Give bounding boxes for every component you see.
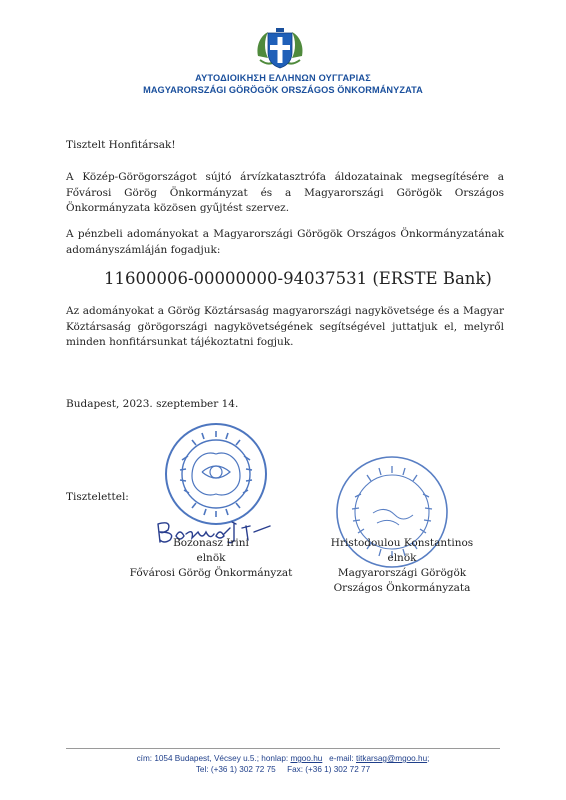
greek-crest-logo (254, 26, 306, 72)
footer-address: cím: 1054 Budapest, Vécsey u.5.; honlap: (136, 754, 289, 763)
footer-email-label: e-mail: (329, 754, 354, 763)
paragraph-2: A pénzbeli adományokat a Magyarországi Görögök Országos Önkormányzatának adományszámláján fogadjuk: (66, 228, 504, 256)
paragraph-3: Az adományokat a Görög Köztársaság magyarországi nagykövetsége és a Magyar Köztársaság görögországi nagykövetségének segítségével juttatjuk el, melyről minden honfitársunkat tájékoztatni fogjuk. (66, 305, 504, 349)
signatory-right (312, 536, 492, 596)
paragraph-1: A Közép-Görögországot sújtó árvízkatasztrófa áldozatainak megsegítésére a Fővárosi Görög Önkormányzat és a Magyarországi Görögök Országos Önkormányzata közösen gyűjtést szervez. (66, 171, 504, 215)
footer-divider (66, 748, 500, 749)
footer-phone-line (0, 765, 566, 774)
salutation: Tisztelt Honfitársak! (66, 139, 176, 151)
signatory-role: elnök (387, 552, 417, 564)
email-link[interactable]: titkarsag@mgoo.hu (356, 754, 428, 763)
website-link[interactable]: mgoo.hu (290, 754, 323, 763)
header-hungarian-title: MAGYARORSZÁGI GÖRÖGÖK ORSZÁGOS ÖNKORMÁNYZATA (143, 85, 423, 95)
footer-tel: Tel: (+36 1) 302 72 75 (195, 765, 276, 774)
signatory-name: Hristodoulou Konstantinos (330, 537, 474, 549)
footer-email-suffix: ; (427, 754, 430, 763)
header-greek-title: ΑΥΤΟΔΙΟΙΚΗΣΗ ΕΛΛΗΝΩΝ ΟΥΓΓΑΡΙΑΣ (195, 73, 371, 83)
footer-contact-line (0, 754, 566, 763)
letter-date: Budapest, 2023. szeptember 14. (66, 398, 239, 410)
signatory-role: elnök (196, 552, 226, 564)
bank-account-number: 11600006-00000000-94037531 (ERSTE Bank) (104, 269, 492, 288)
signatory-left (121, 536, 301, 581)
footer-fax: Fax: (+36 1) 302 72 77 (287, 765, 371, 774)
signatory-name: Bozonasz Irini (173, 537, 249, 549)
signatory-organization: Magyarországi Görögök Országos Önkormányzata (333, 567, 471, 594)
closing-greeting: Tisztelettel: (66, 491, 129, 503)
signatory-organization: Fővárosi Görög Önkormányzat (129, 567, 293, 579)
